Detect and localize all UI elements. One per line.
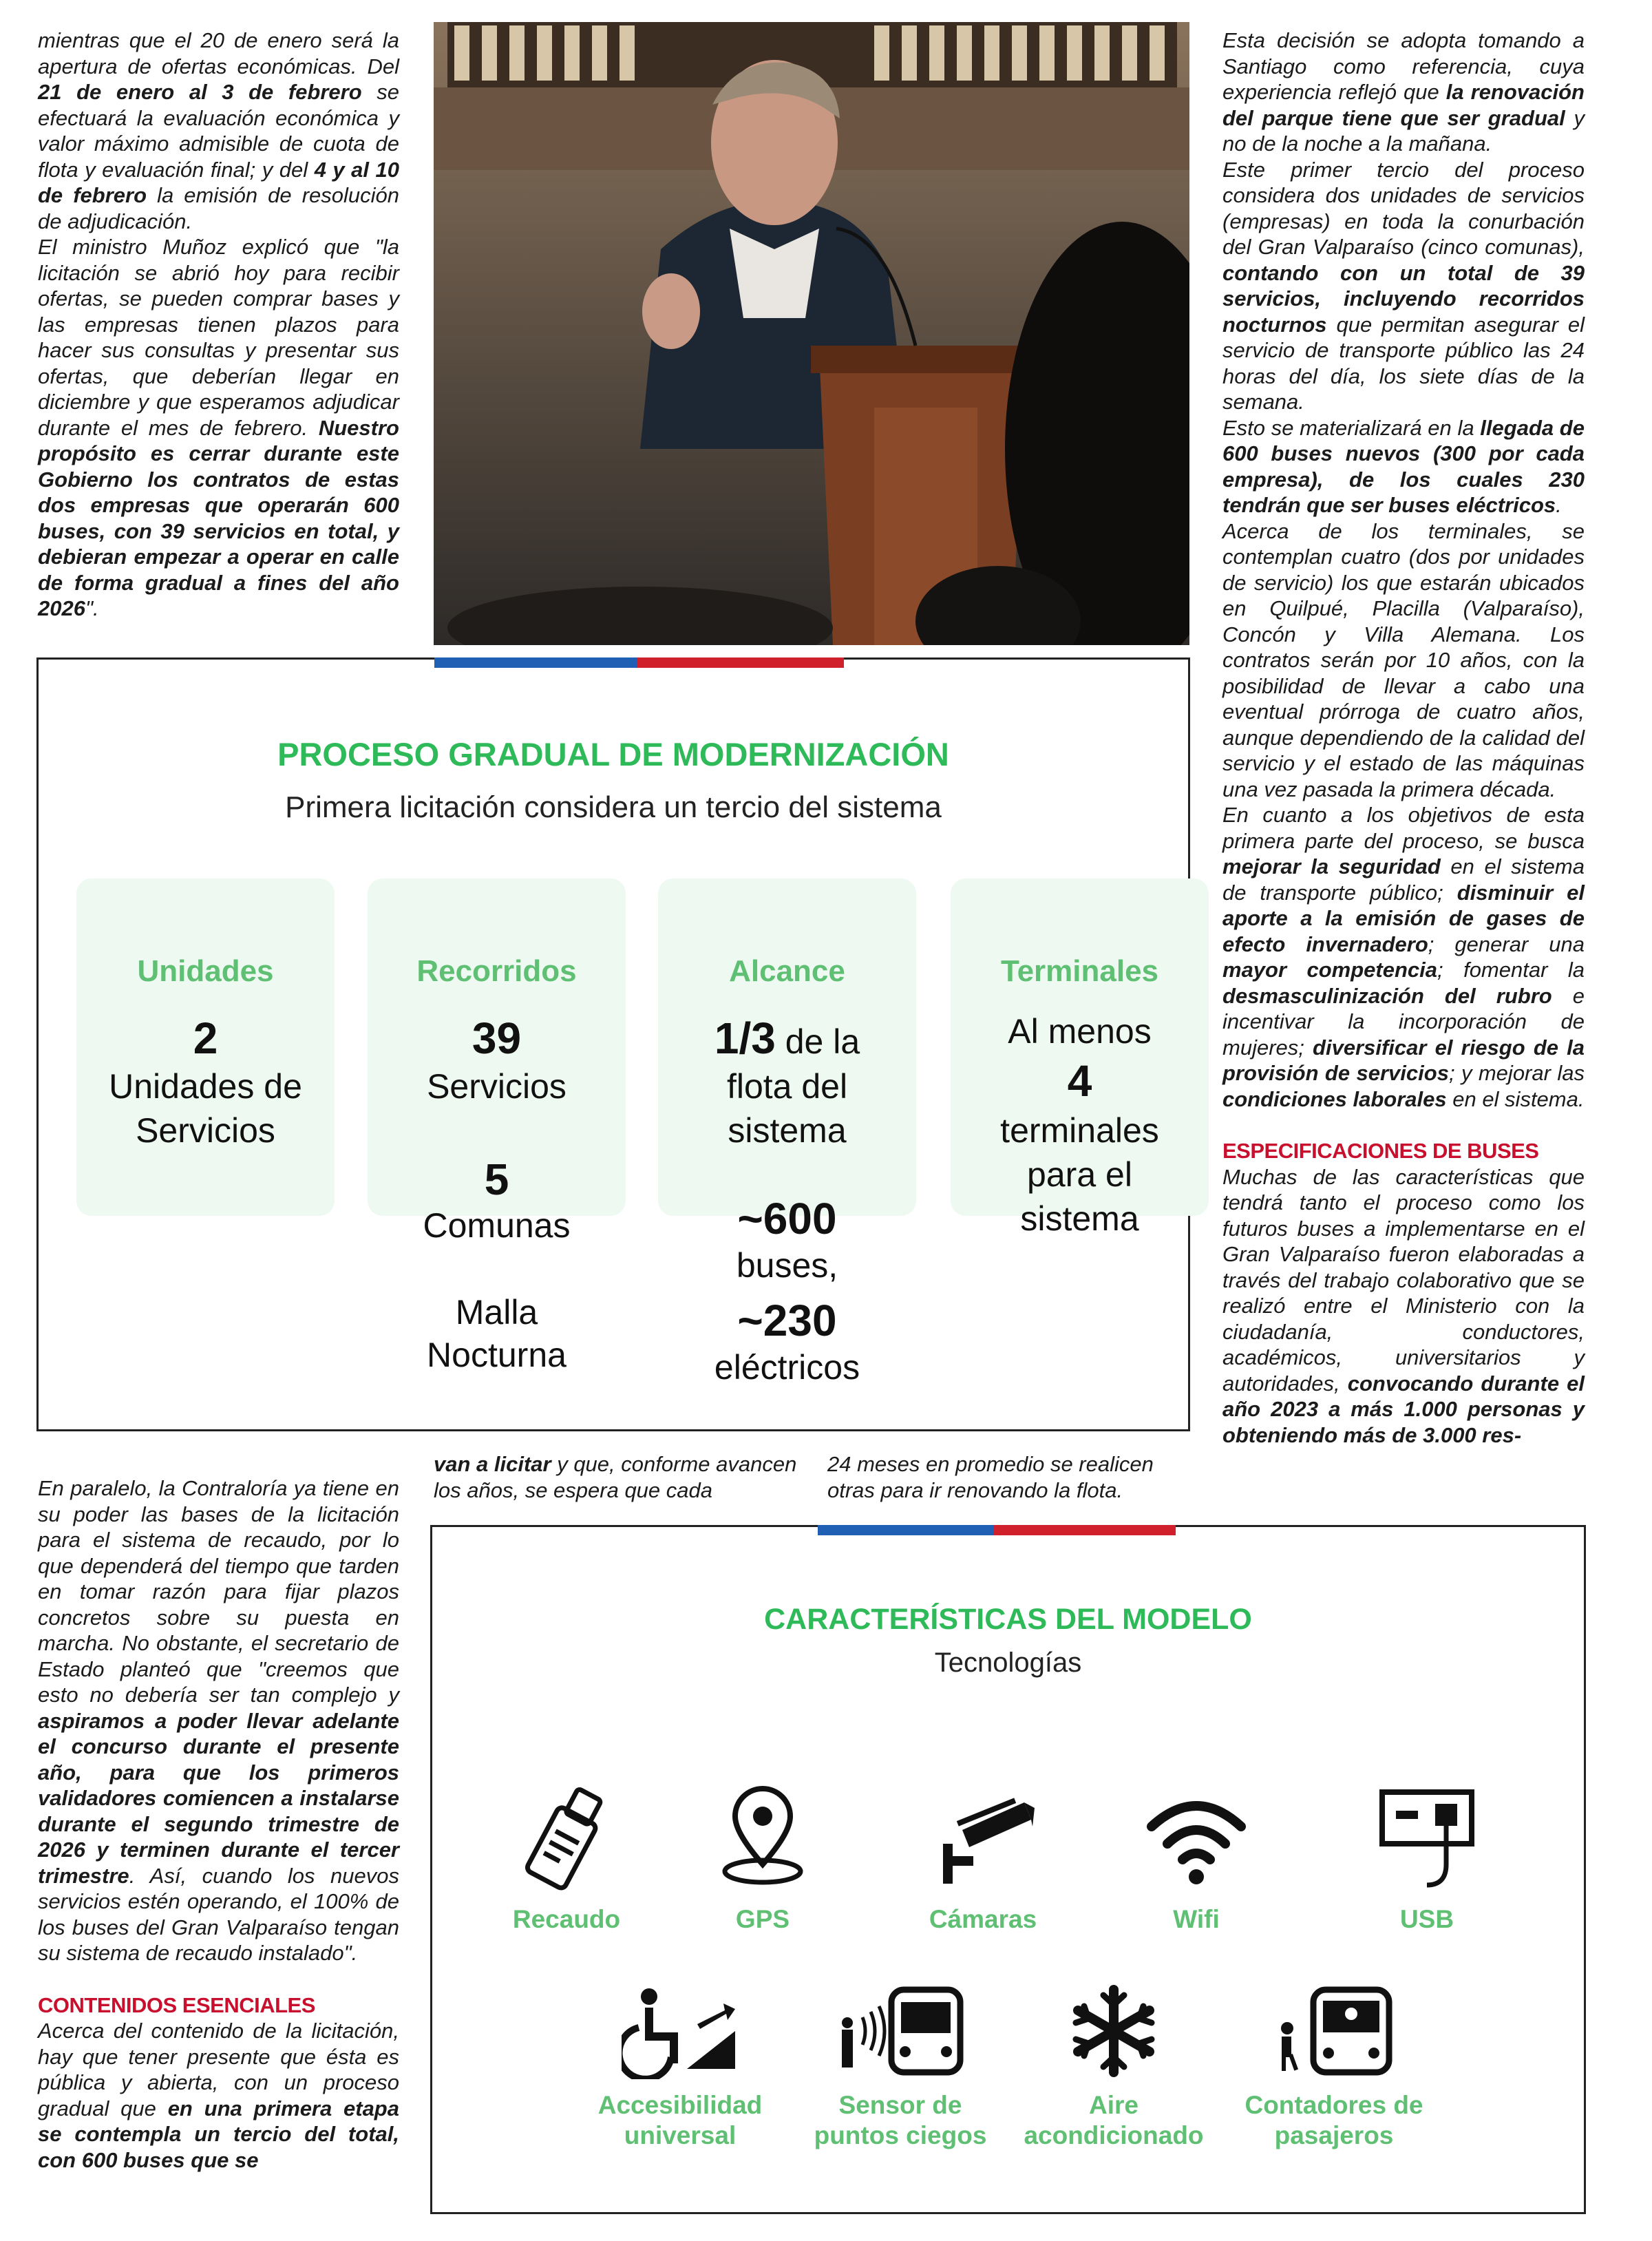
article-paragraph: Acerca de los terminales, se contemplan cuatro (dos por unidades de servicio) los que estarán ubicados en Quilpué, Placilla (Valparaíso), Concón y Villa Alemana. Los contratos serán por 10 años, con la posibilidad de llevar a cabo una eventual prórroga de cuatro años, aunque dependiendo de la calidad del servicio y el estado de las máquinas una vez pasada la primera década.: [1222, 518, 1585, 801]
tech-label: Sensor de puntos ciegos: [814, 2091, 987, 2149]
tech-label: Cámaras: [929, 1905, 1037, 1933]
middle-column-3: [827, 1451, 1192, 1503]
card-unidades: [76, 878, 335, 1216]
tech-usb: [1341, 1782, 1513, 1935]
card-text: sistema: [728, 1111, 847, 1150]
flag-stripe: [818, 1525, 1176, 1535]
card-heading: Terminales: [1000, 954, 1159, 988]
infographic-title: PROCESO GRADUAL DE MODERNIZACIÓN: [277, 736, 949, 772]
card-alcance: [658, 878, 916, 1387]
card-text: Servicios: [136, 1111, 275, 1150]
infographic-subtitle: Primera licitación considera un tercio del sistema: [285, 790, 942, 824]
card-text: Servicios: [427, 1067, 566, 1106]
camera-icon: [928, 1782, 1038, 1892]
card-payment-icon: [518, 1782, 615, 1892]
article-paragraph: Esto se materializará en la llegada de 600 buses nuevos (300 por cada empresa), de los cuales 230 tendrán que ser buses eléctricos.: [1222, 415, 1585, 517]
right-column: [1222, 28, 1585, 1448]
tech-recaudo: [480, 1782, 653, 1935]
card-value: 4: [1067, 1056, 1092, 1106]
flag-stripe: [434, 657, 844, 668]
tech-label: Accesibilidad universal: [597, 2091, 763, 2149]
passenger-counter-icon: [1272, 1983, 1396, 2079]
card-text: Nocturna: [427, 1336, 566, 1374]
tech-label: Aire acondicionado: [1024, 2091, 1204, 2149]
card-text: flota del: [726, 1067, 848, 1106]
snowflake-icon: [1062, 1983, 1165, 2079]
article-paragraph: Muchas de las características que tendrá tanto el proceso como los futuros buses a implementarse en el Gran Valparaíso fueron elaboradas a través del trabajo colaborativo que se realizó entre el Ministerio con la ciudadanía, conductores, académicos, universitarios y autoridades, convocando durante el año 2023 a más 1.000 personas y obteniendo más de 3.000 res-: [1222, 1164, 1585, 1447]
card-text: Al menos: [1008, 1012, 1152, 1051]
card-text: Malla: [455, 1293, 538, 1332]
middle-column-2: [434, 1451, 798, 1503]
section-heading-especificaciones: ESPECIFICACIONES DE BUSES: [1222, 1139, 1539, 1163]
card-value: ~230: [737, 1296, 837, 1345]
card-text: eléctricos: [714, 1348, 860, 1387]
accessibility-icon: [622, 1983, 739, 2079]
article-paragraph: En cuanto a los objetivos de esta primera parte del proceso, se busca mejorar la seguridad en el sistema de transporte público; disminuir el aporte a la emisión de gases de efecto invernadero; generar una mayor competencia; fomentar la desmasculinización del rubro e incentivar la incorporación de mujeres; diversificar el riesgo de la provisión de servicios; y mejorar las condiciones laborales en el sistema.: [1222, 803, 1585, 1111]
tech-gps: [677, 1782, 849, 1935]
tech-contadores: [1231, 1983, 1437, 2151]
article-paragraph: Acerca del contenido de la licitación, hay que tener presente que ésta es pública y abierta, con un proceso gradual que en una primera etapa se contempla un tercio del total, con 600 buses que se: [38, 2019, 399, 2172]
minister-photo: [434, 22, 1189, 645]
article-paragraph: En paralelo, la Contraloría ya tiene en su poder las bases de la licitación para el sistema de recaudo, por lo que dependerá del tiempo que tarden en tomar razón para fijar plazos concretos sobre su puesta en marcha. No obstante, el secretario de Estado planteó que "creemos que esto no debería ser tan complejo y aspiramos a poder llevar adelante el concurso durante el presente año, para que los primeros validadores comiencen a instalarse durante el segundo trimestre de 2026 y terminen durante el tercer trimestre. Así, cuando los nuevos servicios estén operando, el 100% de los buses del Gran Valparaíso tengan su sistema de recaudo instalado".: [38, 1476, 399, 1965]
tech-sensor: [811, 1983, 990, 2151]
article-paragraph: 24 meses en promedio se realicen otras para ir renovando la flota.: [827, 1452, 1154, 1502]
infographic-caracteristicas: [430, 1525, 1586, 2214]
card-terminales: [951, 878, 1209, 1238]
card-text: buses,: [736, 1246, 838, 1285]
card-text: para el: [1027, 1155, 1132, 1194]
infographic-subtitle: Tecnologías: [934, 1648, 1082, 1678]
tech-label: USB: [1399, 1905, 1454, 1933]
tech-label: GPS: [735, 1905, 790, 1933]
photo-illustration: [434, 22, 1189, 645]
card-value: ~600: [737, 1194, 837, 1243]
card-recorridos: [368, 878, 626, 1374]
card-value: 1/3 de la: [714, 1013, 860, 1063]
tech-wifi: [1110, 1782, 1282, 1935]
article-paragraph: Esta decisión se adopta tomando a Santiago como referencia, cuya experiencia reflejó que la renovación del parque tiene que ser gradual y no de la noche a la mañana.: [1222, 28, 1585, 156]
card-text: Comunas: [423, 1206, 571, 1245]
article-paragraph: van a licitar y que, conforme avancen los años, se espera que cada: [434, 1452, 797, 1502]
article-paragraph: mientras que el 20 de enero será la apertura de ofertas económicas. Del 21 de enero al 3 de febrero se efectuará la evaluación económica y valor máximo admisible de cuota de flota y evaluación final; y del 4 y al 10 de febrero la emisión de resolución de adjudicación.: [38, 28, 400, 233]
card-text: Unidades de: [109, 1067, 302, 1106]
tech-accesibilidad: [580, 1983, 780, 2151]
section-heading-contenidos: CONTENIDOS ESENCIALES: [38, 1992, 315, 2017]
card-value: 39: [472, 1013, 522, 1063]
tech-aire: [1010, 1983, 1217, 2151]
card-heading: Alcance: [729, 954, 845, 988]
tech-camaras: [893, 1782, 1072, 1935]
card-value: 5: [484, 1155, 509, 1204]
left-column-bottom: [38, 1475, 399, 2173]
card-heading: Unidades: [137, 954, 274, 988]
card-heading: Recorridos: [416, 954, 577, 988]
tech-label: Wifi: [1173, 1905, 1220, 1933]
card-text: terminales: [1000, 1111, 1159, 1150]
card-value: 2: [193, 1013, 218, 1063]
infographic-modernizacion: [36, 657, 1190, 1431]
usb-icon: [1372, 1782, 1482, 1892]
wifi-icon: [1141, 1782, 1251, 1892]
gps-pin-icon: [714, 1782, 811, 1892]
tech-label: Contadores de pasajeros: [1245, 2091, 1423, 2149]
article-paragraph: El ministro Muñoz explicó que "la licitación se abrió hoy para recibir ofertas, se pueden comprar bases y las empresas tienen plazos para hacer sus consultas y presentar sus ofertas, que deberían llegar en diciembre y que esperamos adjudicar durante el mes de febrero. Nuestro propósito es cerrar durante este Gobierno los contratos de estas dos empresas que operarán 600 buses, con 39 servicios en total, y debieran empezar a operar en calle de forma gradual a fines del año 2026".: [38, 235, 399, 620]
infographic-title: CARACTERÍSTICAS DEL MODELO: [764, 1603, 1252, 1636]
left-column-top: [38, 28, 399, 622]
blind-spot-sensor-icon: [835, 1983, 966, 2079]
article-paragraph: Este primer tercio del proceso considera dos unidades de servicios (empresas) en toda la conurbación del Gran Valparaíso (cinco comunas), contando con un total de 39 servicios, incluyendo recorridos nocturnos que permitan asegurar el servicio de transporte público las 24 horas del día, los siete días de la semana.: [1222, 157, 1585, 414]
card-text: sistema: [1020, 1199, 1139, 1238]
tech-label: Recaudo: [512, 1905, 621, 1933]
